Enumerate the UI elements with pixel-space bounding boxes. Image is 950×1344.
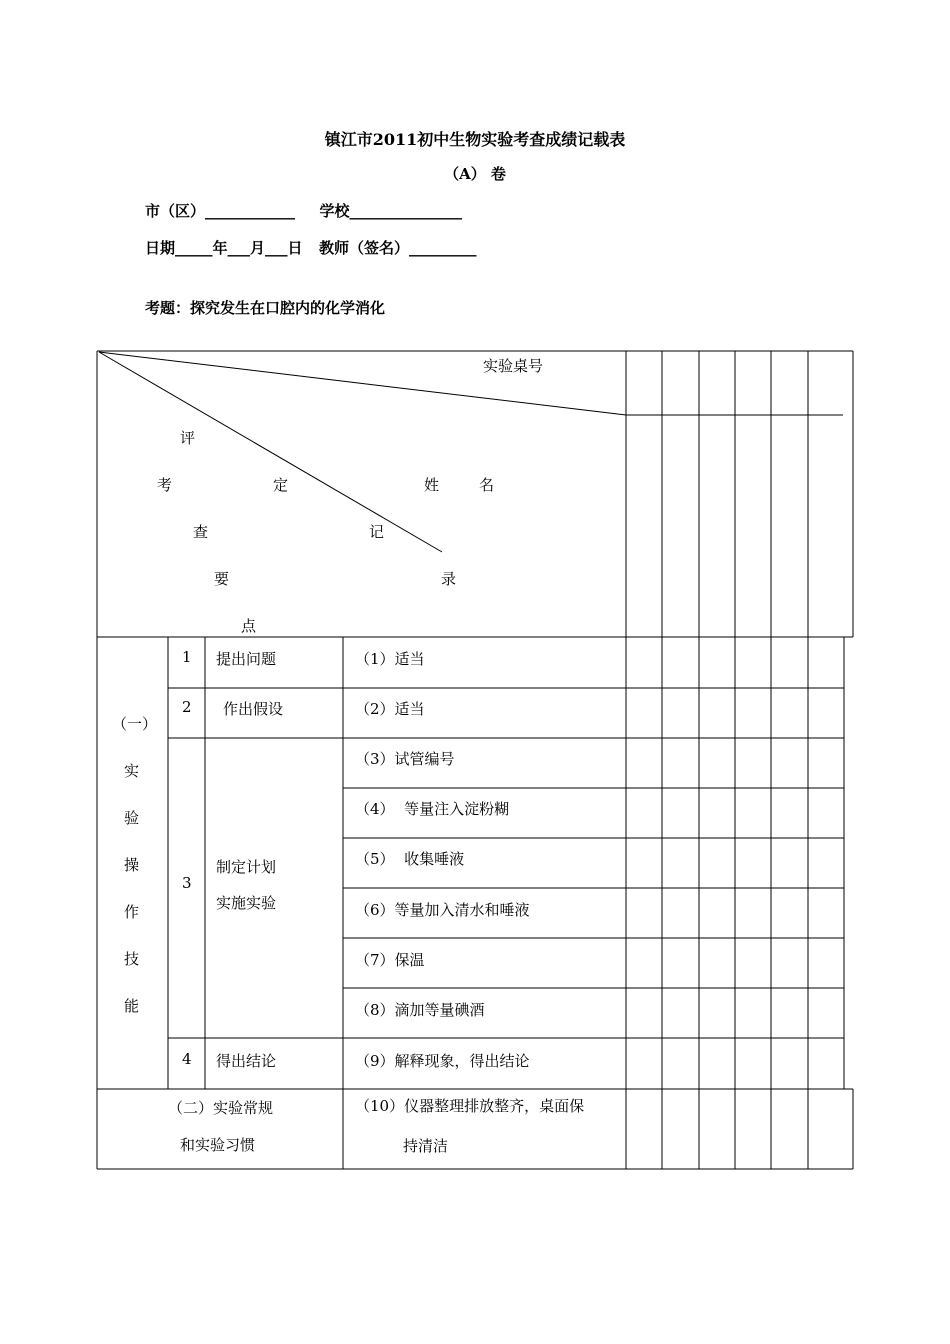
section1-label-char: 能 [124,997,140,1015]
section2-item-line: （10）仪器整理排放整齐，桌面保 [355,1097,585,1115]
section1-label-char: 技 [124,950,140,968]
document-subtitle: （A） 卷 [444,165,506,183]
teacher-label: 教师（签名） [319,239,410,257]
date-blank-year: _____ [175,239,213,257]
desk-number-label: 实验桌号 [483,357,544,375]
step-number: 3 [182,874,192,892]
step-number: 1 [182,648,192,666]
step-name: 提出问题 [216,650,277,668]
name-label-char-2: 名 [479,476,495,494]
name-label-char-1: 姓 [424,476,440,494]
exam-item: （7）保温 [355,951,425,969]
date-blank-day: ___ [265,239,288,257]
document-title: 镇江市2011初中生物实验考查成绩记载表 [324,130,626,149]
section1-label-char: 实 [124,762,140,780]
evaluate-char-1: 评 [180,429,196,447]
step-name-line: 实施实验 [216,894,277,912]
step-name: 得出结论 [216,1052,277,1070]
evaluate-char-4: 录 [441,570,457,588]
exam-point-char-2: 查 [193,523,209,541]
step-name-line: 制定计划 [216,858,277,876]
exam-item: （8）滴加等量碘酒 [355,1001,485,1019]
step-number: 2 [182,698,192,716]
section2-item-line: 持清洁 [403,1137,449,1155]
exam-point-char-4: 点 [241,617,257,635]
month-label: 月 [250,239,266,257]
date-blank-month: ___ [227,239,251,257]
exam-point-char-3: 要 [214,570,230,588]
section1-label-char: 作 [124,903,140,921]
day-label: 日 [287,239,303,257]
section1-label-char: 操 [124,856,140,874]
school-label: 学校 [319,202,350,220]
year-label: 年 [212,239,228,257]
school-blank: _______________ [349,202,462,220]
exam-point-char-1: 考 [157,476,173,494]
exam-item: （5） 收集唾液 [355,850,465,868]
evaluate-char-2: 定 [273,476,289,494]
date-label: 日期 [145,239,176,257]
city-label: 市（区） [145,202,206,220]
exam-item: （1）适当 [355,650,425,668]
teacher-blank: _________ [409,239,477,257]
exam-item: （3）试管编号 [355,750,455,768]
step-number: 4 [182,1050,192,1068]
city-blank: ____________ [205,202,296,220]
evaluate-char-3: 记 [369,523,385,541]
exam-topic: 考题：探究发生在口腔内的化学消化 [145,299,386,317]
section1-label-char: 验 [124,809,140,827]
exam-item: （2）适当 [355,700,425,718]
section1-label-number: （一） [112,715,158,733]
step-name: 作出假设 [223,700,284,718]
exam-item: （6）等量加入清水和唾液 [355,901,530,919]
section2-label-line: 和实验习惯 [180,1136,256,1154]
section2-label-line: （二）实验常规 [168,1099,274,1117]
exam-item: （9）解释现象，得出结论 [355,1052,530,1070]
exam-item: （4） 等量注入淀粉糊 [355,800,510,818]
